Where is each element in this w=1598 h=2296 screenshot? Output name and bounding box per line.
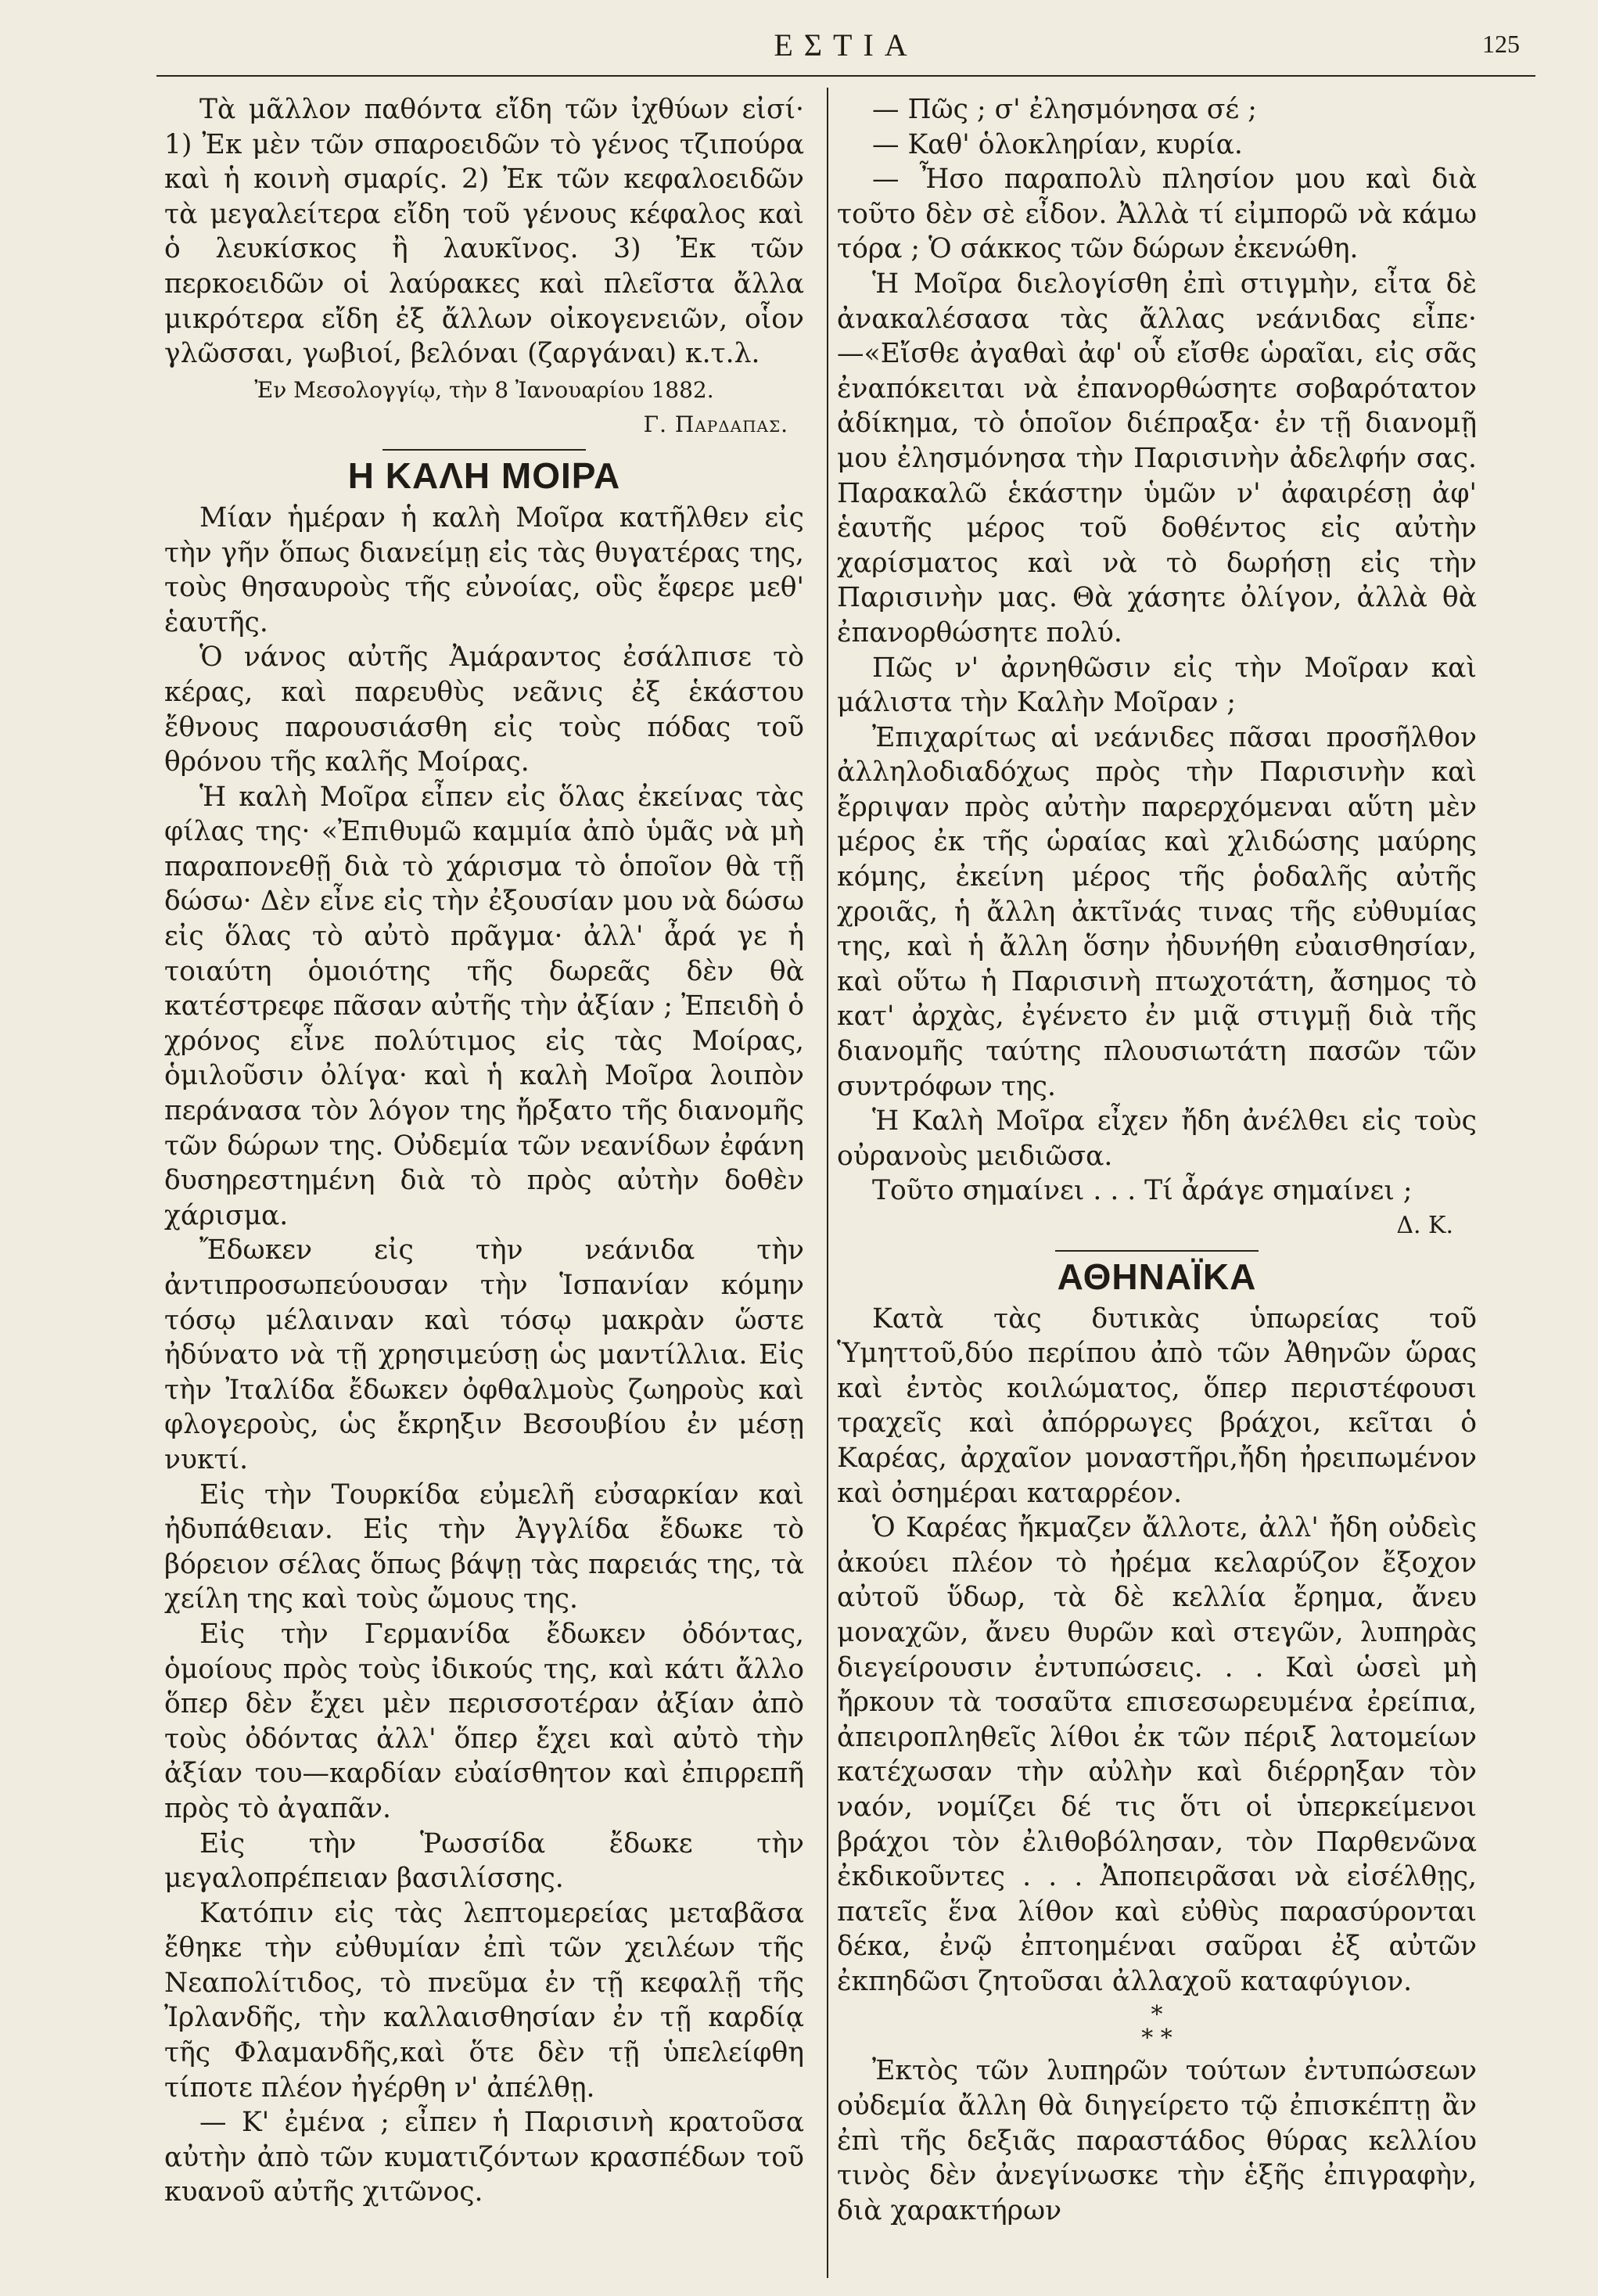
left-column <box>164 92 804 2210</box>
section-rule <box>1055 1250 1259 1252</box>
paragraph: Εἰς τὴν Τουρκίδα εὐμελῆ εὐσαρκίαν καὶ ἠδυπάθειαν. Εἰς τὴν Ἀγγλίδα ἔδωκε τὸ βόρειον σέλας ὅπως βάψῃ τὰς παρειάς της, τὰ χείλη της καὶ τοὺς ὤμους της. <box>164 1479 804 1615</box>
dialogue-line: — Καθ' ὁλοκληρίαν, κυρία. <box>872 128 1243 160</box>
dialogue-line: — Κ' ἐμένα ; εἶπεν ἡ Παρισινὴ κρατοῦσα αὐτὴν ἀπὸ τῶν κυματιζόντων κρασπέδων τοῦ κυανοῦ αὐτῆς χιτῶνος. <box>164 2107 804 2208</box>
paragraph: Ἐπιχαρίτως αἱ νεάνιδες πᾶσαι προσῆλθον ἀλληλοδιαδόχως πρὸς τὴν Παρισινὴν καὶ ἔρριψαν πρὸς αὐτὴν παρερχόμεναι αὕτη μὲν μέρος ἐκ τῆς ὡραίας καὶ χλιδώσης μαύρης κόμης, ἐκείνη μέρος τῆς ῥοδαλῆς αὐτῆς χροιᾶς, ἡ ἄλλη ἀκτῖνάς τινας τῆς εὐθυμίας της, καὶ ἡ ἄλλη ὅσην ἠδυνήθη εὐαισθησίαν, καὶ οὕτω ἡ Παρισινὴ πτωχοτάτη, ἄσημος τὸ κατ' ἀρχὰς, ἐγένετο ἐν μιᾷ στιγμῇ διὰ τῆς διανομῆς ταύτης πλουσιωτάτη πασῶν τῶν συντρόφων της. <box>837 721 1477 1102</box>
paragraph: Ἡ Καλὴ Μοῖρα εἶχεν ἤδη ἀνέλθει εἰς τοὺς οὐρανοὺς μειδιῶσα. <box>837 1105 1477 1172</box>
paragraph: Τοῦτο σημαίνει . . . Τί ἆράγε σημαίνει ; <box>872 1175 1413 1207</box>
paragraph: Ἐκτὸς τῶν λυπηρῶν τούτων ἐντυπώσεων οὐδεμία ἄλλη θὰ διηγείρετο τῷ ἐπισκέπτῃ ἂν ἐπὶ τῆς δεξιᾶς παραστάδος θύρας κελλίου τινὸς δὲν ἀνεγίνωσκε τὴν ἑξῆς ἐπιγραφὴν, διὰ χαρακτήρων <box>837 2055 1477 2226</box>
dialogue-line: — Πῶς ; σ' ἐλησμόνησα σέ ; <box>872 94 1257 125</box>
section-title: ΑΘΗΝΑΪΚΑ <box>1057 1256 1257 1297</box>
right-column <box>837 92 1477 2228</box>
paragraph: Ἡ Μοῖρα διελογίσθη ἐπὶ στιγμὴν, εἶτα δὲ ἀνακαλέσασα τὰς ἄλλας νεάνιδας εἶπε·—«Εἴσθε ἀγαθαὶ ἀφ' οὗ εἴσθε ὡραῖαι, εἰς σᾶς ἐναπόκειται νὰ ἐπανορθώσητε σοβαρότατον ἀδίκημα, τὸ ὁποῖον διέπραξα· ἐν τῇ διανομῇ μου ἐλησμόνησα τὴν Παρισινὴν ἀδελφήν σας. Παρακαλῶ ἑκάστην ὑμῶν ν' ἀφαιρέσῃ ἀφ' ἑαυτῆς μέρος τοῦ δοθέντος εἰς αὐτὴν χαρίσματος καὶ νὰ τὸ δωρήσῃ εἰς τὴν Παρισινὴν μας. Θὰ χάσητε ὀλίγον, ἀλλὰ θὰ ἐπανορθώσητε πολύ. <box>837 268 1477 649</box>
dialogue-line: — Ἦσο παραπολὺ πλησίον μου καὶ διὰ τοῦτο δὲν σὲ εἶδον. Ἀλλὰ τί εἰμπορῶ νὰ κάμω τόρα ; Ὁ σάκκος τῶν δώρων ἐκενώθη. <box>837 163 1477 265</box>
masthead: ΕΣΤΙΑ <box>774 27 918 63</box>
paragraph: Ὁ νάνος αὐτῆς Ἀμάραντος ἐσάλπισε τὸ κέρας, καὶ παρευθὺς νεᾶνις ἐξ ἑκάστου ἔθνους παρουσιάσθη εἰς τοὺς πόδας τοῦ θρόνου τῆς καλῆς Μοίρας. <box>164 641 804 778</box>
article-title: Η ΚΑΛΗ ΜΟΙΡΑ <box>347 455 621 496</box>
section-rule <box>382 449 586 451</box>
paragraph: Εἰς τὴν Ῥωσσίδα ἔδωκε τὴν μεγαλοπρέπειαν βασιλίσσης. <box>164 1827 804 1895</box>
paragraph: Κατόπιν εἰς τὰς λεπτομερείας μεταβᾶσα ἔθηκε τὴν εὐθυμίαν ἐπὶ τῶν χειλέων τῆς Νεαπολίτιδος, τὸ πνεῦμα ἐν τῇ κεφαλῇ τῆς Ἰρλανδῆς, τὴν καλλαισθησίαν ἐν τῇ καρδίᾳ τῆς Φλαμανδῆς,καὶ ὅτε δὲν τῇ ὑπελείφθη τίποτε πλέον ἠγέρθη ν' ἀπέλθῃ. <box>164 1897 804 2104</box>
paragraph: Πῶς ν' ἀρνηθῶσιν εἰς τὴν Μοῖραν καὶ μάλιστα τὴν Καλὴν Μοῖραν ; <box>837 652 1477 719</box>
paragraph: Ὁ Καρέας ἤκμαζεν ἄλλοτε, ἀλλ' ἤδη οὐδεὶς ἀκούει πλέον τὸ ἠρέμα κελαρύζον ἔξοχον αὐτοῦ ὕδωρ, τὰ δὲ κελλία ἔρημα, ἄνευ μοναχῶν, ἄνευ θυρῶν καὶ στεγῶν, λυπηρὰς διεγείρουσιν ἐντυπώσεις. . . Καὶ ὡσεὶ μὴ ἤρκουν τὰ τοσαῦτα επισεσωρευμένα ἐρείπια, ἀπειροπληθεῖς λίθοι ἐκ τῶν πέριξ λατομείων κατέχωσαν τὴν αὐλὴν καὶ διέρρηξαν τὸν ναόν, νομίζει δέ τις ὅτι οἱ ὑπερκείμενοι βράχοι τὸν ἐλιθοβόλησαν, τὸν Παρθενῶνα ἐκδικοῦντες . . . Ἀποπειρᾶσαι νὰ εἰσέλθῃς, πατεῖς ἕνα λίθον καὶ εὐθὺς παρασύρονται δέκα, ἐνῷ ἐπτοημέναι σαῦραι ἐξ αὐτῶν ἐκπηδῶσι ζητοῦσαι ἀλλαχοῦ καταφύγιον. <box>837 1512 1477 1997</box>
running-head <box>156 27 1535 66</box>
paragraph: Εἰς τὴν Γερμανίδα ἔδωκεν ὀδόντας, ὁμοίους πρὸς τοὺς ἰδικούς της, καὶ κάτι ἄλλο ὅπερ δὲν ἔχει μὲν περισσοτέραν ἀξίαν ἀπὸ τοὺς ὀδόντας ἀλλ' ὅπερ ἔχει καὶ αὐτὸ τὴν ἀξίαν του—καρδίαν εὐαίσθητον καὶ ἐπιρρεπῆ πρὸς τὸ ἀγαπᾶν. <box>164 1618 804 1824</box>
dateline: Ἐν Μεσολογγίῳ, τὴν 8 Ἰανουαρίου 1882. <box>254 376 714 403</box>
paragraph: Ἡ καλὴ Μοῖρα εἶπεν εἰς ὅλας ἐκείνας τὰς φίλας της· «Ἐπιθυμῶ καμμία ἀπὸ ὑμᾶς νὰ μὴ παραπονεθῇ διὰ τὸ χάρισμα τὸ ὁποῖον θὰ τῇ δώσω· Δὲν εἶνε εἰς τὴν ἐξουσίαν μου νὰ δώσω εἰς ὅλας τὸ αὐτὸ πρᾶγμα· ἀλλ' ἆρά γε ἡ τοιαύτη ὁμοιότης τῆς δωρεᾶς δὲν θὰ κατέστρεφε πᾶσαν αὐτῆς τὴν ἀξίαν ; Ἐπειδὴ ὁ χρόνος εἶνε πολύτιμος εἰς τὰς Μοίρας, ὁμιλοῦσιν ὀλίγα· καὶ ἡ καλὴ Μοῖρα λοιπὸν περάνασα τὸν λόγον της ἤρξατο τῆς διανομῆς τῶν δώρων της. Οὐδεμία τῶν νεανίδων ἐφάνη δυσηρεστημένη διὰ τὸ πρὸς αὐτὴν δοθὲν χάρισμα. <box>164 781 804 1231</box>
paragraph: Μίαν ἡμέραν ἡ καλὴ Μοῖρα κατῆλθεν εἰς τὴν γῆν ὅπως διανείμῃ εἰς τὰς θυγατέρας της, τοὺς θησαυροὺς τῆς εὐνοίας, οὓς ἔφερε μεθ' ἑαυτῆς. <box>164 501 804 638</box>
paragraph: Κατὰ τὰς δυτικὰς ὑπωρείας τοῦ Ὑμηττοῦ,δύο περίπου ἀπὸ τῶν Ἀθηνῶν ὥρας καὶ ἐντὸς κοιλώματος, ὅπερ περιστέφουσι τραχεῖς καὶ ἀπόρρωγες βράχοι, κεῖται ὁ Καρέας, ἀρχαῖον μοναστῆρι,ἤδη ἠρειπωμένον καὶ ὀσημέραι καταρρέον. <box>837 1303 1477 1509</box>
intro-paragraph: Τὰ μᾶλλον παθόντα εἴδη τῶν ἰχθύων εἰσί· 1) Ἐκ μὲν τῶν σπαροειδῶν τὸ γένος τζιπούρα καὶ ἡ κοινὴ σμαρίς. 2) Ἐκ τῶν κεφαλοειδῶν τὰ μεγαλείτερα εἴδη τοῦ γένους κέφαλος καὶ ὁ λευκίσκος ἢ λαυκῖνος. 3) Ἐκ τῶν περκοειδῶν οἱ λαύρακες καὶ πλεῖστα ἄλλα μικρότερα εἴδη ἐξ ἄλλων οἰκογενειῶν, οἷον γλῶσσαι, γωβιοί, βελόναι (ζαργάναι) κ.τ.λ. <box>164 94 804 370</box>
header-rule <box>156 75 1535 77</box>
paragraph: Ἔδωκεν εἰς τὴν νεάνιδα τὴν ἀντιπροσωπεύουσαν τὴν Ἱσπανίαν κόμην τόσῳ μέλαιναν καὶ τόσῳ μακρὰν ὥστε ἠδύνατο νὰ τῇ χρησιμεύσῃ ὡς μαντίλλια. Εἰς τὴν Ἰταλίδα ἔδωκεν ὀφθαλμοὺς ζωηροὺς καὶ φλογεροὺς, ὡς ἔκρηξιν Βεσουβίου ἐν μέσῃ νυκτί. <box>164 1234 804 1475</box>
author-signature: Γ. Παρδαπας. <box>643 411 788 438</box>
asterism-top: * <box>1151 2001 1163 2029</box>
asterism-bottom: * * <box>1141 2025 1172 2053</box>
asterism <box>837 2001 1477 2053</box>
author-signature: Δ. Κ. <box>1396 1212 1453 1239</box>
page-number: 125 <box>1482 30 1520 58</box>
column-divider <box>827 88 828 2278</box>
